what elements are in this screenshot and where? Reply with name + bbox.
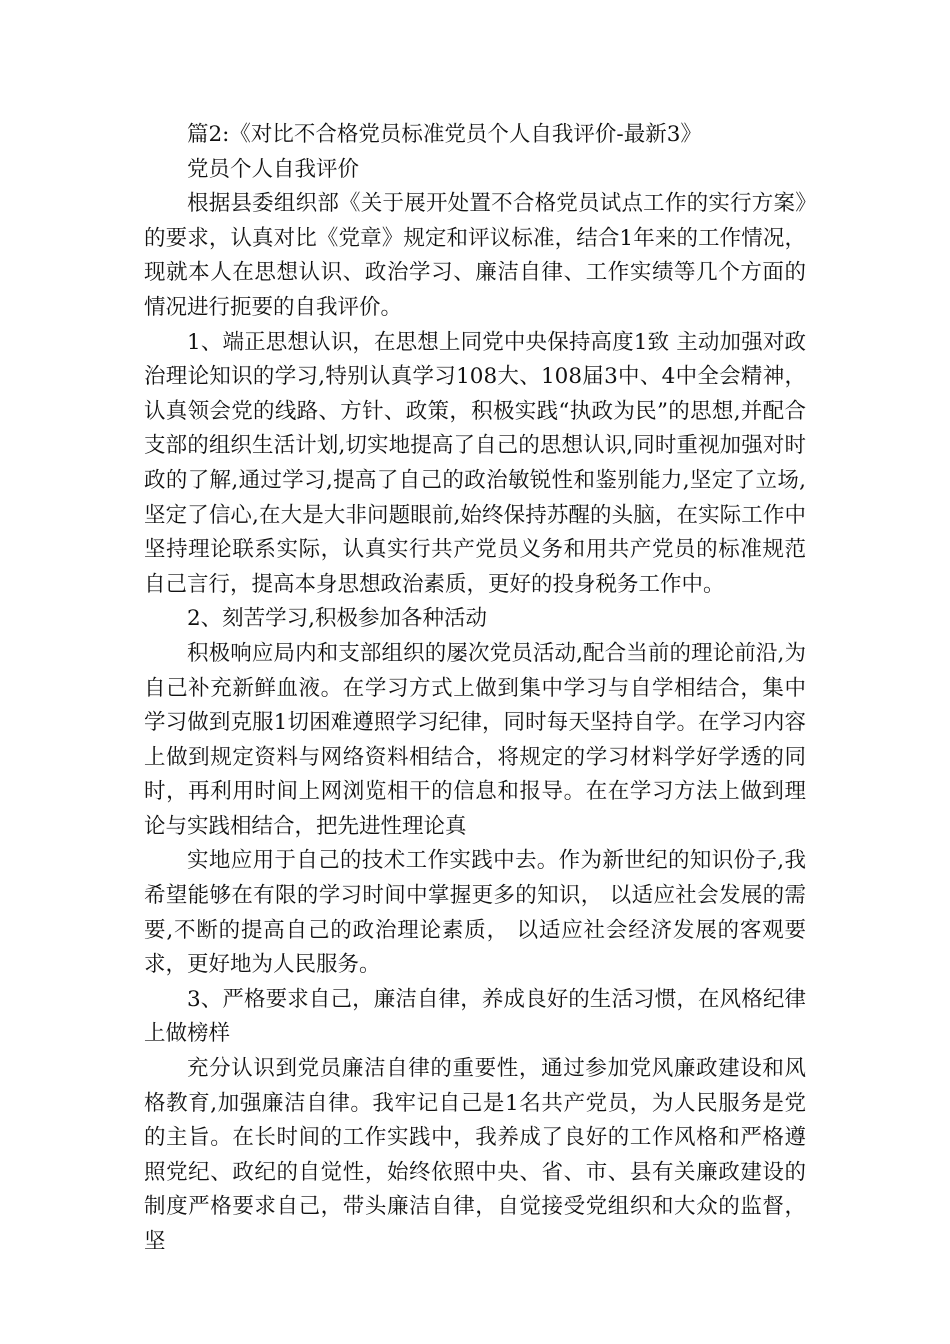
- document-page: [144, 118, 806, 1260]
- heading-section-3: 3、严格要求自己，廉洁自律，养成良好的生活习惯，在风格纪律上做榜样: [144, 986, 806, 1047]
- heading-section-2: 2、刻苦学习,积极参加各种活动: [187, 606, 488, 632]
- paragraph-section-2b: 实地应用于自己的技术工作实践中去。作为新世纪的知识份子,我希望能够在有限的学习时间中掌握更多的知识， 以适应社会发展的需要,不断的提高自己的政治理论素质， 以适应社会经济发展的客观要求，更好地为人民服务。: [144, 848, 806, 978]
- paragraph-section-3: 充分认识到党员廉洁自律的重要性，通过参加党风廉政建设和风格教育,加强廉洁自律。我牢记自己是1名共产党员，为人民服务是党的主旨。在长时间的工作实践中，我养成了良好的工作风格和严格遵照党纪、政纪的自觉性，始终依照中央、省、市、县有关廉政建设的制度严格要求自己，带头廉洁自律，自觉接受党组织和大众的监督，坚: [144, 1056, 806, 1254]
- paragraph-section-1: 1、端正思想认识，在思想上同党中央保持高度1致 主动加强对政治理论知识的学习,特别认真学习108大、108届3中、4中全会精神，认真领会党的线路、方针、政策，积极实践“执政为民”的思想,并配合支部的组织生活计划,切实地提高了自己的思想认识,同时重视加强对时政的了解,通过学习,提高了自己的政治敏锐性和鉴别能力,坚定了立场,坚定了信心,在大是大非问题眼前,始终保持苏醒的头脑，在实际工作中坚持理论联系实际，认真实行共产党员义务和用共产党员的标准规范自己言行，提高本身思想政治素质，更好的投身税务工作中。: [144, 329, 806, 597]
- paragraph-section-2a: 积极响应局内和支部组织的屡次党员活动,配合当前的理论前沿,为自己补充新鲜血液。在学习方式上做到集中学习与自学相结合，集中学习做到克服1切困难遵照学习纪律，同时每天坚持自学。在学习内容上做到规定资料与网络资料相结合，将规定的学习材料学好学透的同时，再利用时间上网浏览相干的信息和报导。在在学习方法上做到理论与实践相结合，把先进性理论真: [144, 640, 806, 839]
- paragraph-intro: 根据县委组织部《关于展开处置不合格党员试点工作的实行方案》的要求，认真对比《党章》规定和评议标准，结合1年来的工作情况，现就本人在思想认识、政治学习、廉洁自律、工作实绩等几个方面的情况进行扼要的自我评价。: [144, 191, 806, 320]
- document-subtitle: 党员个人自我评价: [187, 156, 360, 182]
- document-title: 篇2:《对比不合格党员标准党员个人自我评价-最新3》: [187, 122, 702, 147]
